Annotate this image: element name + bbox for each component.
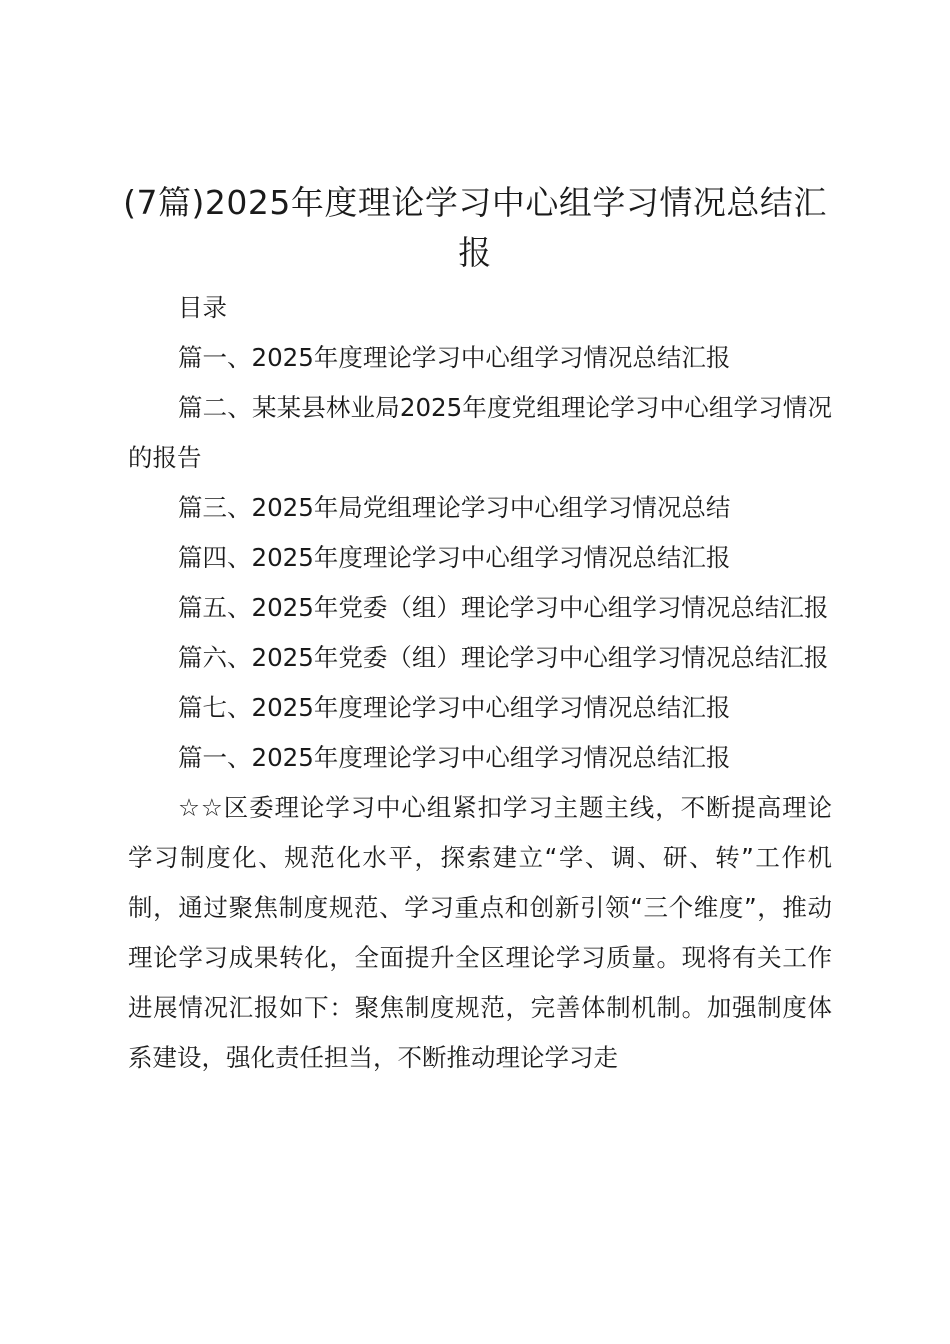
toc-heading: 目录 xyxy=(178,293,227,322)
toc-item: 篇六、2025年党委（组）理论学习中心组学习情况总结汇报 xyxy=(178,643,829,672)
toc-item: 篇一、2025年度理论学习中心组学习情况总结汇报 xyxy=(178,343,731,372)
toc-item: 篇七、2025年度理论学习中心组学习情况总结汇报 xyxy=(178,693,731,722)
document-body xyxy=(128,283,832,1083)
toc-item: 篇四、2025年度理论学习中心组学习情况总结汇报 xyxy=(178,543,731,572)
toc-item: 篇三、2025年局党组理论学习中心组学习情况总结 xyxy=(178,493,731,522)
document-title: (7篇)2025年度理论学习中心组学习情况总结汇报 xyxy=(123,183,827,272)
body-paragraph: ☆☆区委理论学习中心组紧扣学习主题主线，不断提高理论学习制度化、规范化水平，探索建立“学、调、研、转”工作机制，通过聚焦制度规范、学习重点和创新引领“三个维度”，推动理论学习成果转化，全面提升全区理论学习质量。现将有关工作进展情况汇报如下：聚焦制度规范，完善体制机制。加强制度体系建设，强化责任担当，不断推动理论学习走 xyxy=(128,793,832,1072)
section-heading: 篇一、2025年度理论学习中心组学习情况总结汇报 xyxy=(178,743,731,772)
toc-item: 篇二、某某县林业局2025年度党组理论学习中心组学习情况的报告 xyxy=(128,393,832,472)
toc-item: 篇五、2025年党委（组）理论学习中心组学习情况总结汇报 xyxy=(178,593,829,622)
